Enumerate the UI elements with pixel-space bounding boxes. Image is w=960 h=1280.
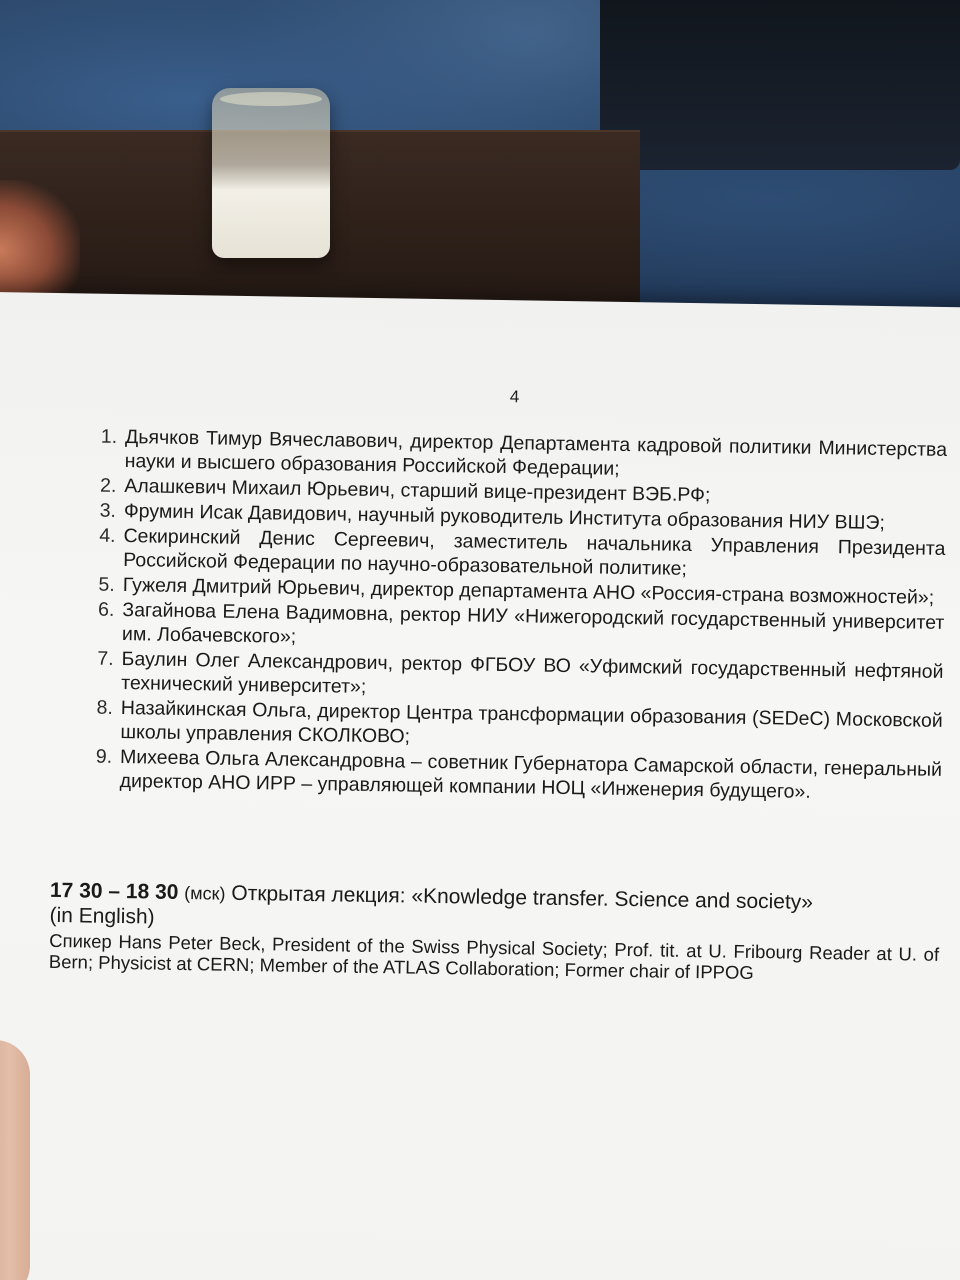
item-text: Дьячков Тимур Вячеславович, директор Департамента кадровой политики Министерства науки и высшего образования Российской Федерации; bbox=[124, 426, 948, 480]
background-furniture bbox=[600, 0, 960, 170]
lecture-speaker: Спикер Hans Peter Beck, President of the Swiss Physical Society; Prof. tit. at U. Fribourg Reader at U. of Bern; Physicist at CERN; Member of the ATLAS Collaboration; Former chair of IPPOG bbox=[48, 929, 940, 984]
members-list bbox=[52, 424, 948, 807]
item-text: Баулин Олег Александрович, ректор ФГБОУ ВО «Уфимский государственный нефтяной технический университет»; bbox=[121, 648, 944, 698]
lecture-title: Открытая лекция: «Knowledge transfer. Science and society» bbox=[231, 881, 814, 914]
item-number: 8. bbox=[96, 696, 114, 719]
item-text: Михеева Ольга Александровна – советник Губернатора Самарской области, генеральный директор АНО ИРР – управляющей компании НОЦ «Инженерия будущего». bbox=[119, 746, 943, 803]
item-number: 5. bbox=[98, 573, 115, 596]
item-text: Загайнова Елена Вадимовна, ректор НИУ «Нижегородский государственный университет им. Лобачевского»; bbox=[121, 599, 945, 648]
item-text: Фрумин Исак Давидович, научный руководитель Института образования НИУ ВШЭ; bbox=[123, 500, 886, 535]
lecture-timezone: (мск) bbox=[184, 883, 226, 904]
candle-glass bbox=[212, 88, 330, 258]
item-number: 1. bbox=[100, 425, 118, 448]
item-number: 3. bbox=[99, 499, 117, 522]
thumb bbox=[0, 1040, 30, 1280]
item-number: 9. bbox=[95, 745, 113, 768]
item-number: 2. bbox=[99, 474, 117, 497]
page-number: 4 bbox=[509, 387, 520, 407]
item-text: Алашкевич Михаил Юрьевич, старший вице-президент ВЭБ.РФ; bbox=[124, 475, 711, 507]
item-text: Секиринский Денис Сергеевич, заместитель начальника Управления Президента Российской Федерации по научно-образовательной политике; bbox=[123, 525, 946, 580]
item-number: 4. bbox=[99, 524, 116, 547]
lecture-time: 17 30 – 18 30 bbox=[49, 878, 179, 904]
item-text: Назайкинская Ольга, директор Центра трансформации образования (SEDeC) Московской школы управления СКОЛКОВО; bbox=[120, 697, 943, 748]
item-text: Гужеля Дмитрий Юрьевич, директор департамента АНО «Россия-страна возможностей»; bbox=[122, 574, 935, 609]
lecture-block bbox=[49, 878, 940, 986]
item-number: 7. bbox=[97, 647, 114, 670]
item-number: 6. bbox=[97, 598, 115, 621]
lecture-language: (in English) bbox=[49, 903, 155, 929]
